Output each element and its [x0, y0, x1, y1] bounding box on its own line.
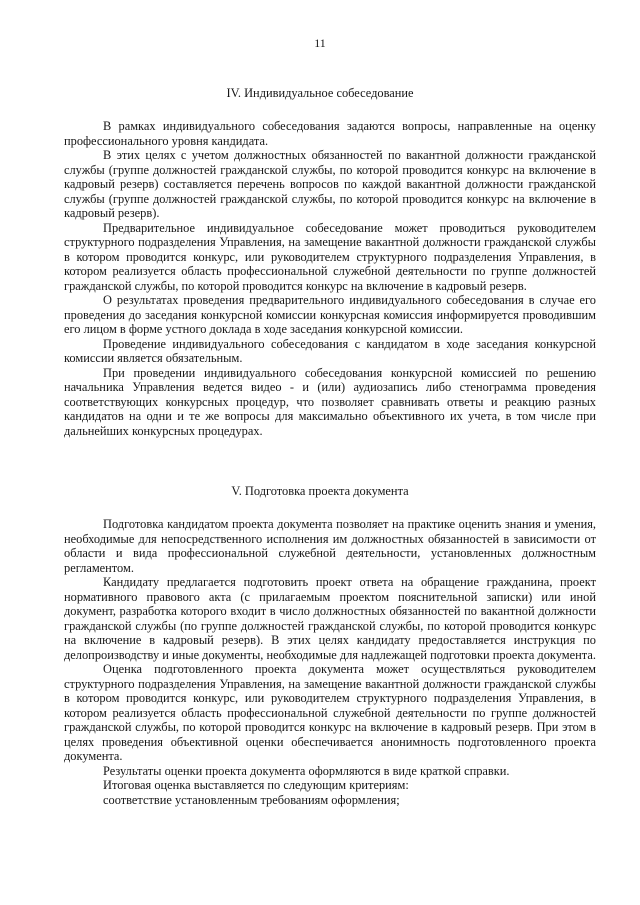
- paragraph: В этих целях с учетом должностных обязанностей по вакантной должности гражданской службы (группе должностей гражданской службы, по которой проводится конкурс на включение в кадровый резерв) составляется перечень вопросов по каждой вакантной должности гражданской службы (группе должностей гражданской службы, по которой проводится конкурс на включение в кадровый резерв).: [64, 148, 596, 220]
- page-number: 11: [314, 36, 326, 50]
- paragraph: В рамках индивидуального собеседования задаются вопросы, направленные на оценку профессионального уровня кандидата.: [64, 119, 596, 148]
- section-4-body: [64, 119, 596, 438]
- paragraph: соответствие установленным требованиям оформления;: [103, 792, 400, 807]
- paragraph: О результатах проведения предварительного индивидуального собеседования в случае его проведения до заседания конкурсной комиссии конкурсная комиссия информируется проводившим его лицом в форме устного доклада в ходе заседания конкурсной комиссии.: [64, 293, 596, 336]
- section-5-body: [64, 517, 596, 807]
- paragraph: Подготовка кандидатом проекта документа позволяет на практике оценить знания и умения, необходимые для непосредственного исполнения им должностных обязанностей в зависимости от области и вида профессиональной служебной деятельности, установленных должностным регламентом.: [64, 517, 596, 575]
- paragraph: Результаты оценки проекта документа оформляются в виде краткой справки.: [103, 763, 510, 778]
- paragraph: Итоговая оценка выставляется по следующим критериям:: [103, 778, 409, 792]
- section-4-heading: IV. Индивидуальное собеседование: [226, 86, 414, 100]
- paragraph: Кандидату предлагается подготовить проект ответа на обращение гражданина, проект нормативного правового акта (с прилагаемым проектом пояснительной записки) или иной документ, разработка которого входит в число должностных обязанностей по вакантной должности гражданской службы (по группе должностей гражданской службы, по которой проводится конкурс на включение в кадровый резерв). В этих целях кандидату предоставляется инструкция по делопроизводству и иные документы, необходимые для надлежащей подготовки проекта документа.: [64, 575, 596, 662]
- paragraph: Оценка подготовленного проекта документа может осуществляться руководителем структурного подразделения Управления, на замещение вакантной должности гражданской службы в котором проводится конкурс, или руководителем структурного подразделения Управления, в котором реализуется область профессиональной служебной деятельности по группе должностей гражданской службы, по которой проводится конкурс на включение в кадровый резерв. При этом в целях проведения объективной оценки обеспечивается анонимность подготовленного проекта документа.: [64, 662, 596, 763]
- paragraph: Предварительное индивидуальное собеседование может проводиться руководителем структурного подразделения Управления, на замещение вакантной должности гражданской службы в котором проводится конкурс, или руководителем структурного подразделения Управления, в котором реализуется область профессиональной служебной деятельности по группе должностей гражданской службы, по которой проводится конкурс на включение в кадровый резерв.: [64, 220, 596, 293]
- section-5-heading: V. Подготовка проекта документа: [231, 484, 409, 498]
- paragraph: При проведении индивидуального собеседования конкурсной комиссией по решению начальника Управления ведется видео - и (или) аудиозапись либо стенограмма проведения соответствующих конкурсных процедур, что позволяет сравнивать ответы и реакцию разных кандидатов на одни и те же вопросы для максимально объективного их учета, в том числе при дальнейших конкурсных процедурах.: [64, 365, 596, 438]
- paragraph: Проведение индивидуального собеседования с кандидатом в ходе заседания конкурсной комиссии является обязательным.: [64, 336, 596, 365]
